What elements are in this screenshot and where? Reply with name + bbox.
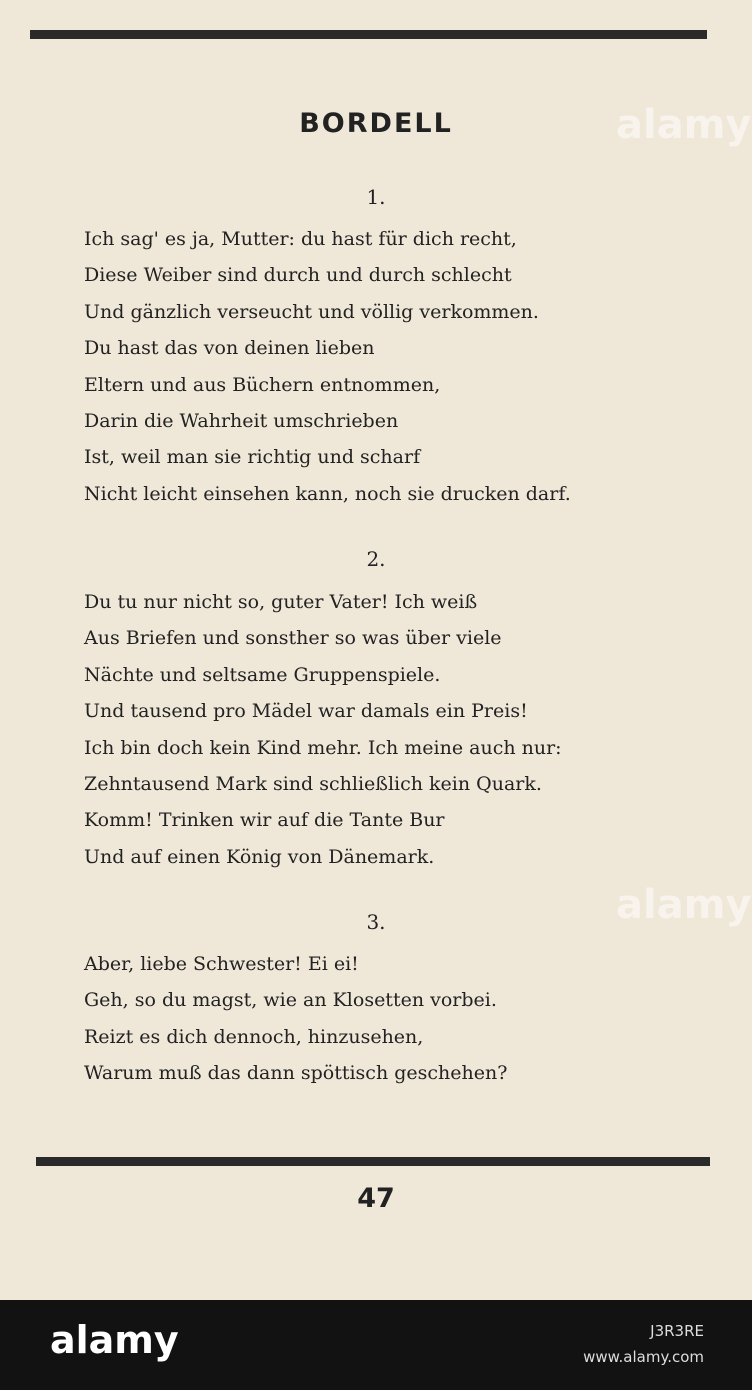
top-rule: [30, 30, 707, 39]
verse-line: Geh, so du magst, wie an Klosetten vorbei.: [84, 989, 497, 1012]
image-code: J3R3RE: [650, 1322, 704, 1340]
verse-line: Komm! Trinken wir auf die Tante Bur: [84, 809, 445, 832]
verse-line: Darin die Wahrheit umschrieben: [84, 409, 399, 432]
site-url: www.alamy.com: [583, 1348, 704, 1366]
page-number: 47: [357, 1183, 395, 1214]
verse-line: Zehntausend Mark sind schließlich kein Quark.: [84, 772, 542, 795]
bottom-rule: [36, 1157, 710, 1166]
verse-line: Und gänzlich verseucht und völlig verkommen.: [84, 300, 539, 323]
verse-line: Warum muß das dann spöttisch geschehen?: [84, 1062, 508, 1085]
verse-line: Nächte und seltsame Gruppenspiele.: [84, 663, 441, 686]
verse-line: Diese Weiber sind durch und durch schlecht: [84, 264, 512, 287]
watermark: alamy: [616, 102, 752, 148]
verse-line: Eltern und aus Büchern entnommen,: [84, 373, 441, 396]
stanza-number: 1.: [366, 185, 386, 209]
verse-line: Aber, liebe Schwester! Ei ei!: [84, 953, 359, 975]
verse-line: Du hast das von deinen lieben: [84, 337, 375, 360]
stock-footer-bar: [0, 1300, 752, 1390]
stanza-1: [84, 221, 571, 512]
stanza-2: [84, 584, 562, 875]
alamy-logo: alamy: [50, 1318, 179, 1362]
verse-line: Nicht leicht einsehen kann, noch sie drucken darf.: [84, 482, 571, 505]
stanza-number: 2.: [366, 547, 386, 571]
verse-line: Du tu nur nicht so, guter Vater! Ich weiß: [84, 591, 478, 613]
verse-line: Ich bin doch kein Kind mehr. Ich meine auch nur:: [84, 736, 562, 759]
verse-line: Und auf einen König von Dänemark.: [84, 845, 435, 868]
verse-line: Und tausend pro Mädel war damals ein Preis!: [84, 700, 528, 723]
verse-line: Ist, weil man sie richtig und scharf: [84, 446, 421, 469]
watermark: alamy: [616, 882, 752, 928]
verse-line: Reizt es dich dennoch, hinzusehen,: [84, 1025, 424, 1048]
stanza-number: 3.: [366, 910, 386, 934]
stanza-3: [84, 946, 507, 1092]
verse-line: Ich sag' es ja, Mutter: du hast für dich recht,: [84, 228, 517, 250]
poem-title: BORDELL: [299, 108, 453, 139]
verse-line: Aus Briefen und sonsther so was über viele: [84, 627, 502, 650]
